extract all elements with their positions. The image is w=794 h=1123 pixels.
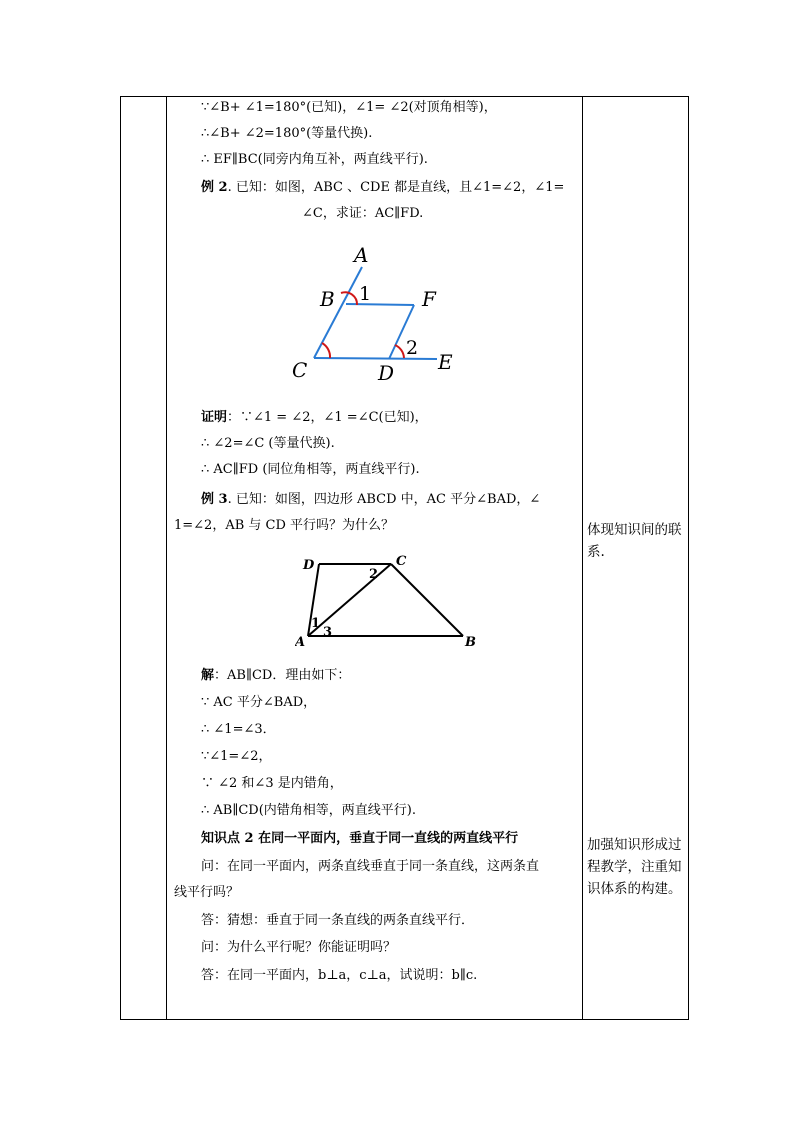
line-ac [314,267,362,358]
example-3-label: 例 3 [201,492,228,507]
proof-2-line-1 [201,410,428,426]
answer-2: 答：在同一平面内，b⊥a，c⊥a，试说明：b∥c. [201,968,478,983]
solution-line-1 [201,668,350,684]
side-note-connection: 体现知识间的联系. [587,522,682,560]
column-divider-left [166,97,167,1019]
side-note-knowledge-system: 加强知识形成过程教学，注重知识体系的构建。 [587,837,682,897]
angle-2-arc [395,345,404,358]
label-angle-2: 2 [369,567,379,582]
question-1-line-1: 问：在同一平面内，两条直线垂直于同一条直线，这两条直 [201,859,540,874]
proof-line-1: ∵∠B+ ∠1=180°(已知)，∠1= ∠2(对顶角相等)， [201,100,497,115]
example-3-line-2: 1=∠2，AB 与 CD 平行吗？为什么？ [174,518,395,533]
label-a: A [354,243,369,267]
solution-line-5: ∵ ∠2 和∠3 是内错角， [201,776,343,791]
answer-1: 答：猜想：垂直于同一条直线的两条直线平行． [201,913,475,928]
solution-line-6: ∴ AB∥CD(内错角相等，两直线平行). [201,803,416,818]
line-ce [314,358,437,359]
label-e: E [438,350,453,374]
angle-c-arc [322,343,330,358]
proof-2-text: ：∵∠1 = ∠2，∠1 =∠C(已知)， [227,410,428,425]
proof-line-2: ∴∠B+ ∠2=180°(等量代换). [201,126,373,141]
example-2-line-1 [201,180,564,196]
label-c: C [396,554,407,569]
knowledge-point-2-heading: 知识点 2 在同一平面内，垂直于同一直线的两直线平行 [201,831,519,846]
label-b: B [320,287,335,311]
label-angle-1: 1 [359,283,372,305]
label-angle-1: 1 [311,616,321,631]
solution-line-4: ∵∠1=∠2， [201,749,272,764]
proof-2-line-2: ∴ ∠2=∠C (等量代换). [201,436,335,451]
label-b: B [465,635,476,650]
figure-quadrilateral [295,548,485,653]
proof-2-line-3: ∴ AC∥FD (同位角相等，两直线平行). [201,462,420,477]
example-3-line-1 [201,492,540,508]
solution-line-3: ∴ ∠1=∠3． [201,722,276,737]
label-c: C [292,358,308,382]
label-d: D [378,361,395,385]
proof-label: 证明 [201,410,228,425]
example-2-label: 例 2 [201,180,228,195]
segment-ac [308,564,391,636]
segment-cb [391,564,463,636]
label-angle-2: 2 [406,337,419,359]
question-1-line-2: 线平行吗？ [174,885,240,900]
question-2: 问：为什么平行呢？你能证明吗？ [201,940,397,955]
label-f: F [422,287,436,311]
column-divider-right [582,97,583,1019]
proof-line-3: ∴ EF∥BC(同旁内角互补，两直线平行). [201,152,428,167]
solution-label: 解 [201,668,215,683]
solution-line-2: ∵ AC 平分∠BAD， [201,695,317,710]
example-2-line-2: ∠C，求证：AC∥FD. [302,206,424,221]
label-d: D [303,558,315,573]
label-angle-3: 3 [323,625,333,640]
solution-text: ：AB∥CD．理由如下： [214,668,351,683]
example-3-text: . 已知：如图，四边形 ABCD 中，AC 平分∠BAD，∠ [227,492,541,507]
example-2-text: . 已知：如图，ABC 、CDE 都是直线，且∠1=∠2，∠1= [227,180,565,195]
figure-parallelogram [285,240,465,385]
label-a: A [295,635,306,650]
